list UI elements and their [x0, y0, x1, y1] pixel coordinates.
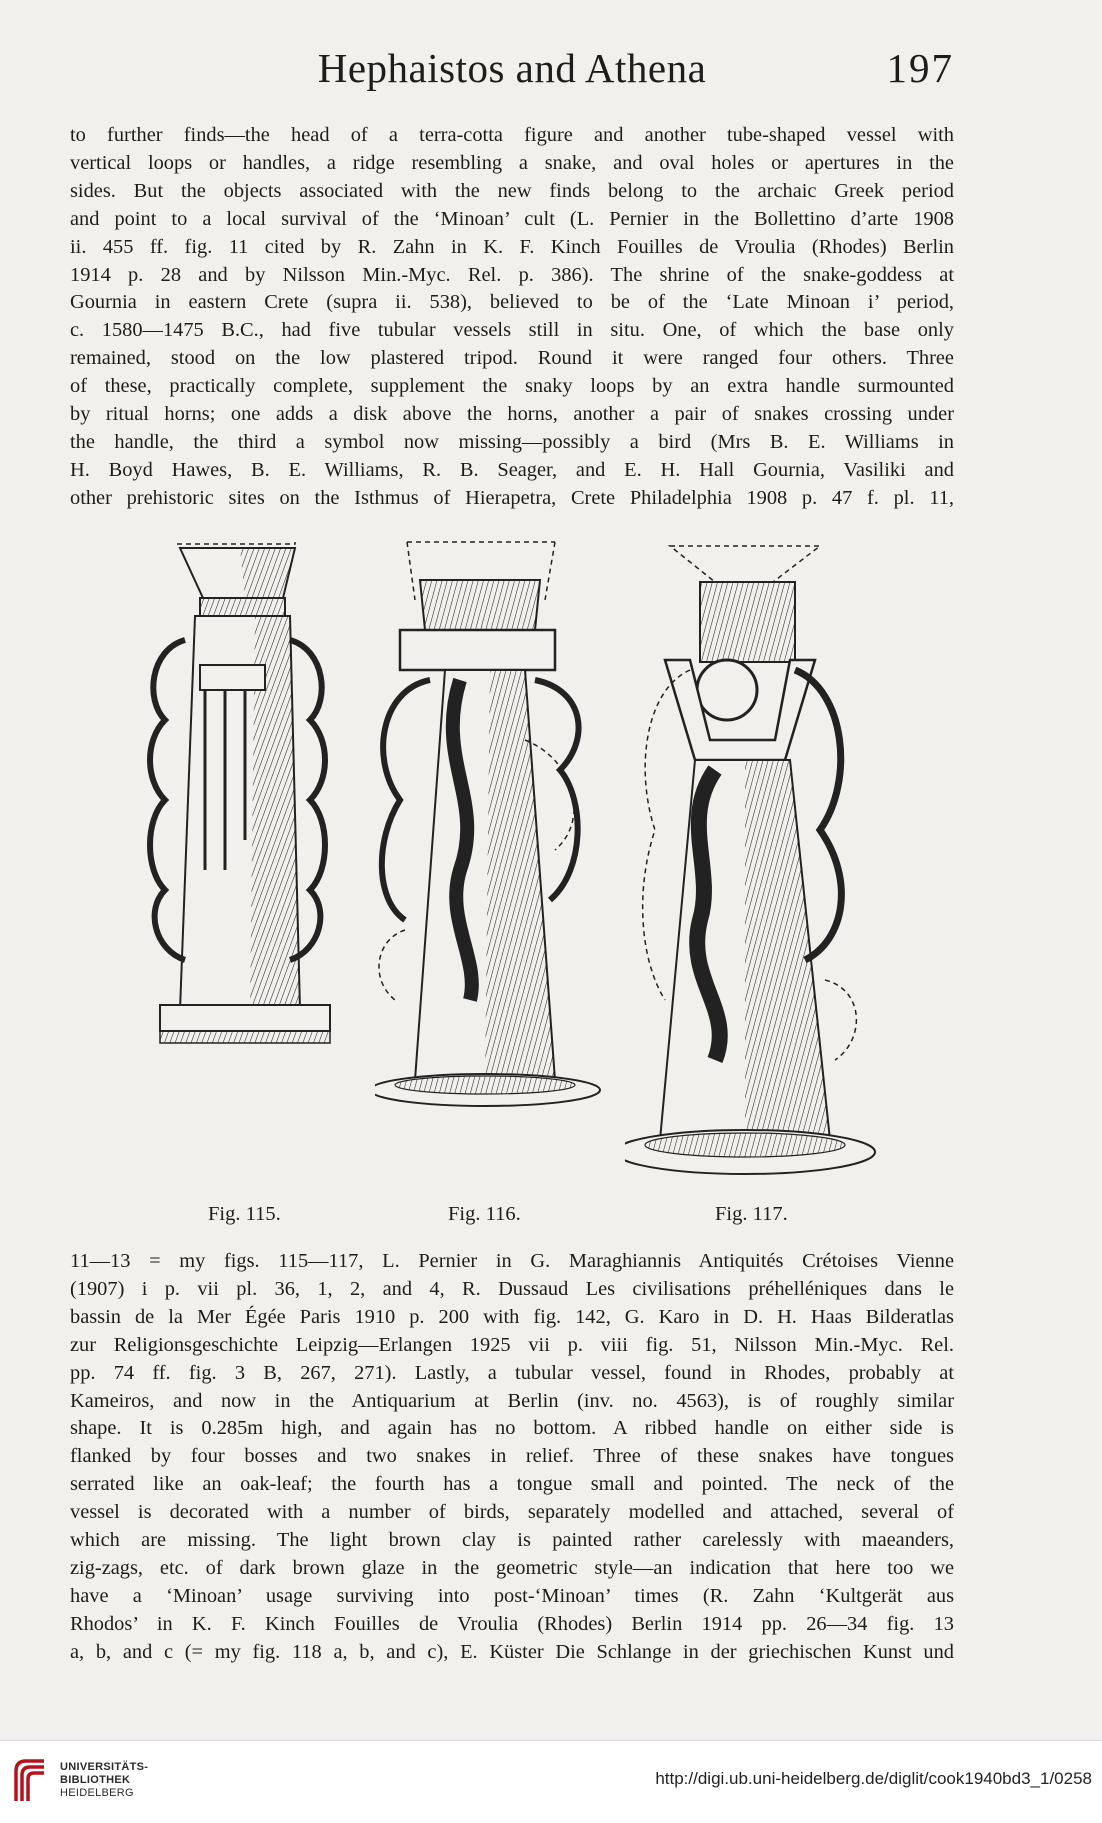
text-line: vertical loops or handles, a ridge resembling a snake, and oval holes or apertures in the [70, 151, 954, 174]
text-line: H. Boyd Hawes, B. E. Williams, R. B. Seager, and E. H. Hall Gournia, Vasiliki and [70, 458, 954, 481]
text-line: vessel is decorated with a number of birds, separately modelled and attached, several of [70, 1501, 954, 1524]
library-logo-icon [12, 1757, 48, 1805]
text-line: 1914 p. 28 and by Nilsson Min.-Myc. Rel. p. 386). The shrine of the snake-goddess at [70, 263, 954, 286]
text-line: serrated like an oak-leaf; the fourth has a tongue small and pointed. The neck of the [70, 1473, 954, 1496]
text-line: which are missing. The light brown clay is painted rather carelessly with maeanders, [70, 1529, 954, 1552]
page-header [70, 44, 954, 104]
text-line: ii. 455 ff. fig. 11 cited by R. Zahn in K. F. Kinch Fouilles de Vroulia (Rhodes) Berlin [70, 235, 954, 258]
text-line: a, b, and c (= my fig. 118 a, b, and c), E. Küster Die Schlange in der griechischen Kunst und [70, 1640, 954, 1663]
figure-116-vessel-drawing [375, 540, 620, 1110]
figure-117-vessel-drawing [625, 540, 890, 1205]
text-line: Rhodos’ in K. F. Kinch Fouilles de Vroulia (Rhodes) Berlin 1914 pp. 26—34 fig. 13 [70, 1612, 954, 1635]
text-line: c. 1580—1475 B.C., had five tubular vessels still in situ. One, of which the base only [70, 319, 954, 342]
figure-caption-117: Fig. 117. [715, 1203, 788, 1225]
text-line: pp. 74 ff. fig. 3 B, 267, 271). Lastly, a tubular vessel, found in Rhodes, probably at [70, 1361, 954, 1384]
running-title: Hephaistos and Athena [317, 45, 707, 91]
text-line: zur Religionsgeschichte Leipzig—Erlangen 1925 vii p. viii fig. 51, Nilsson Min.-Myc. Rel. [70, 1333, 954, 1356]
footnote [70, 1248, 954, 1667]
page-number: 197 [886, 45, 954, 91]
text-line: bassin de la Mer Égée Paris 1910 p. 200 with fig. 142, G. Karo in D. H. Haas Bilderatlas [70, 1305, 954, 1328]
text-line: the handle, the third a symbol now missing—possibly a bird (Mrs B. E. Williams in [70, 430, 954, 453]
text-line: Kameiros, and now in the Antiquarium at Berlin (inv. no. 4563), is of roughly similar [70, 1389, 954, 1412]
figure-115-vessel-drawing [145, 540, 355, 1080]
text-line: to further finds—the head of a terra-cotta figure and another tube-shaped vessel with [70, 124, 954, 146]
figure-caption-116: Fig. 116. [448, 1203, 521, 1225]
text-line: have a ‘Minoan’ usage surviving into post-‘Minoan’ times (R. Zahn ‘Kultgerät aus [70, 1584, 954, 1607]
text-line: Gournia in eastern Crete (supra ii. 538), believed to be of the ‘Late Minoan i’ period, [70, 291, 954, 314]
text-line: shape. It is 0.285m high, and again has no bottom. A ribbed handle on either side is [70, 1417, 954, 1440]
text-line: other prehistoric sites on the Isthmus of Hierapetra, Crete Philadelphia 1908 p. 47 f. pl. 11, [70, 486, 954, 509]
figure-caption-115: Fig. 115. [208, 1203, 281, 1225]
text-line: of these, practically complete, supplement the snaky loops by an extra handle surmounted [70, 375, 954, 398]
text-line: 11—13 = my figs. 115—117, L. Pernier in G. Maraghiannis Antiquités Crétoises Vienne [70, 1250, 954, 1272]
library-name: UNIVERSITÄTS- BIBLIOTHEK HEIDELBERG [60, 1761, 149, 1799]
viewer-footer [0, 1740, 1102, 1823]
text-line: (1907) i p. vii pl. 36, 1, 2, and 4, R. Dussaud Les civilisations préhelléniques dans le [70, 1277, 954, 1300]
permalink-url[interactable]: http://digi.ub.uni-heidelberg.de/diglit/cook1940bd3_1/0258 [655, 1769, 1092, 1788]
body-paragraph [70, 122, 954, 513]
text-line: and point to a local survival of the ‘Minoan’ cult (L. Pernier in the Bollettino d’arte 1908 [70, 207, 954, 230]
text-line: zig-zags, etc. of dark brown glaze in the geometric style—an indication that here too we [70, 1556, 954, 1579]
text-line: remained, stood on the low plastered tripod. Round it were ranged four others. Three [70, 347, 954, 370]
text-line: sides. But the objects associated with the new finds belong to the archaic Greek period [70, 179, 954, 202]
text-line: by ritual horns; one adds a disk above the horns, another a pair of snakes crossing under [70, 403, 954, 426]
text-line: flanked by four bosses and two snakes in relief. Three of these snakes have tongues [70, 1445, 954, 1468]
